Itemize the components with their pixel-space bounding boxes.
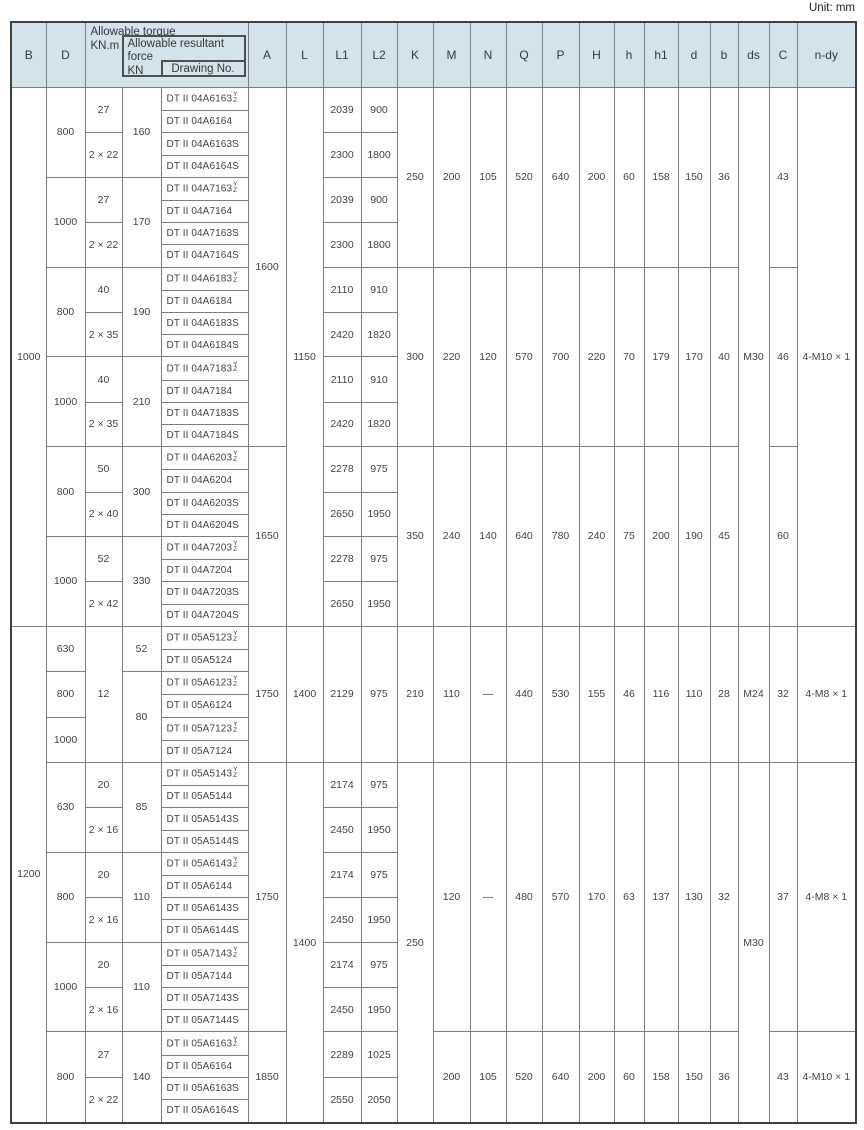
value-cell: 1820 <box>361 402 397 446</box>
value-cell: 2650 <box>323 582 361 626</box>
value-cell: 4-M10 × 1 <box>797 1032 856 1123</box>
col-header-Q: Q <box>506 22 542 88</box>
drawing-no-cell: DT II 05A6143S <box>161 898 248 920</box>
drawing-no-cell: DT II 04A6204S <box>161 514 248 536</box>
value-cell: 20 <box>85 942 122 987</box>
value-cell: 70 <box>614 267 644 447</box>
value-cell: 4-M8 × 1 <box>797 626 856 762</box>
value-cell: 40 <box>85 357 122 402</box>
drawing-no-cell: DT II 04A6203 Y Z <box>161 447 248 470</box>
drawing-no-cell: DT II 04A7163S <box>161 223 248 245</box>
value-cell: 20 <box>85 852 122 897</box>
value-cell: 250 <box>397 88 433 268</box>
drawing-no-cell: DT II 05A6124 <box>161 695 248 717</box>
drawing-no-cell: DT II 04A7184 <box>161 380 248 402</box>
value-cell: 179 <box>644 267 678 447</box>
value-cell: 75 <box>614 447 644 627</box>
value-cell: 1950 <box>361 582 397 626</box>
value-cell: 2278 <box>323 536 361 581</box>
force-label-line2: force <box>127 51 154 63</box>
value-cell: 570 <box>542 763 579 1032</box>
drawing-no-cell: DT II 04A6164S <box>161 155 248 177</box>
value-cell: 2 × 22 <box>85 223 122 267</box>
drawing-no-cell: DT II 05A5144 <box>161 786 248 808</box>
value-cell: 36 <box>710 1032 738 1123</box>
col-header-b: b <box>710 22 738 88</box>
value-cell: 2110 <box>323 357 361 402</box>
col-header-C: C <box>769 22 797 88</box>
value-cell: 60 <box>614 88 644 268</box>
yz-suffix: Y Z <box>233 360 238 374</box>
value-cell: 800 <box>46 88 85 178</box>
value-cell: 52 <box>122 626 161 671</box>
col-header-torque-group <box>85 22 248 88</box>
value-cell: 28 <box>710 626 738 762</box>
value-cell: — <box>470 763 506 1032</box>
drawing-no-cell: DT II 05A6144S <box>161 920 248 942</box>
drawing-no-cell: DT II 05A7144S <box>161 1010 248 1032</box>
value-cell: 2 × 35 <box>85 313 122 357</box>
value-cell: 900 <box>361 88 397 133</box>
value-cell: 1000 <box>46 536 85 626</box>
value-cell: 137 <box>644 763 678 1032</box>
drawing-no-cell: DT II 05A6143 Y Z <box>161 852 248 875</box>
value-cell: 20 <box>85 763 122 808</box>
value-cell: 975 <box>361 447 397 492</box>
value-cell: 300 <box>122 447 161 537</box>
value-cell: 110 <box>122 852 161 942</box>
value-cell: 1950 <box>361 988 397 1032</box>
drawing-no-cell: DT II 05A7144 <box>161 965 248 987</box>
table-body <box>11 88 856 1124</box>
value-cell: 520 <box>506 88 542 268</box>
value-cell: 116 <box>644 626 678 762</box>
value-cell: 2450 <box>323 898 361 942</box>
force-unit-label: KN <box>127 65 144 77</box>
value-cell: 975 <box>361 763 397 808</box>
value-cell: 800 <box>46 672 85 717</box>
value-cell: 2 × 35 <box>85 402 122 446</box>
yz-suffix: Y Z <box>233 181 238 194</box>
value-cell: 130 <box>678 763 710 1032</box>
value-cell: 2174 <box>323 852 361 897</box>
drawing-no-cell: DT II 04A7183 Y Z <box>161 357 248 380</box>
value-cell: 63 <box>614 763 644 1032</box>
col-header-L: L <box>286 22 323 88</box>
value-cell: 210 <box>122 357 161 447</box>
value-cell: 910 <box>361 357 397 402</box>
value-cell: 570 <box>506 267 542 447</box>
drawing-no-cell: DT II 04A7184S <box>161 424 248 446</box>
value-cell: 1950 <box>361 898 397 942</box>
value-cell: 440 <box>506 626 542 762</box>
col-header-K: K <box>397 22 433 88</box>
value-cell: 2450 <box>323 988 361 1032</box>
drawing-no-cell: DT II 04A7164 <box>161 201 248 223</box>
drawing-no-cell: DT II 04A6163S <box>161 133 248 155</box>
value-cell: 330 <box>122 536 161 626</box>
value-cell: 155 <box>579 626 614 762</box>
value-cell: 1000 <box>46 717 85 762</box>
value-cell: 1000 <box>11 88 46 627</box>
value-cell: M30 <box>738 763 769 1124</box>
value-cell: 200 <box>644 447 678 627</box>
drawing-no-cell: DT II 05A6123 Y Z <box>161 672 248 695</box>
col-header-L1: L1 <box>323 22 361 88</box>
drawing-no-cell: DT II 05A6144 <box>161 876 248 898</box>
value-cell: 120 <box>470 267 506 447</box>
value-cell: 2278 <box>323 447 361 492</box>
value-cell: 60 <box>614 1032 644 1123</box>
value-cell: 27 <box>85 177 122 222</box>
yz-suffix: Y Z <box>233 1035 238 1049</box>
col-header-D: D <box>46 22 85 88</box>
value-cell: 150 <box>678 1032 710 1123</box>
value-cell: 140 <box>470 447 506 627</box>
value-cell: 40 <box>85 267 122 312</box>
value-cell: 170 <box>678 267 710 447</box>
value-cell: 105 <box>470 1032 506 1123</box>
value-cell: 800 <box>46 447 85 537</box>
value-cell: 1950 <box>361 492 397 536</box>
value-cell: 975 <box>361 626 397 762</box>
col-header-d: d <box>678 22 710 88</box>
value-cell: 110 <box>678 626 710 762</box>
drawing-no-cell: DT II 04A6183 Y Z <box>161 267 248 290</box>
drawing-no-cell: DT II 05A6163 Y Z <box>161 1032 248 1055</box>
value-cell: 27 <box>85 88 122 133</box>
value-cell: 210 <box>397 626 433 762</box>
value-cell: 150 <box>678 88 710 268</box>
yz-suffix: Y Z <box>233 540 238 554</box>
value-cell: 2650 <box>323 492 361 536</box>
value-cell: 60 <box>769 447 797 627</box>
yz-suffix: Y Z <box>233 270 238 284</box>
value-cell: 140 <box>122 1032 161 1123</box>
value-cell: 2 × 16 <box>85 988 122 1032</box>
value-cell: 1400 <box>286 763 323 1124</box>
value-cell: 2420 <box>323 313 361 357</box>
value-cell: 1600 <box>248 88 286 447</box>
value-cell: 2 × 42 <box>85 582 122 626</box>
value-cell: 2039 <box>323 177 361 222</box>
value-cell: 2174 <box>323 942 361 987</box>
force-label-line1: Allowable resultant <box>127 38 225 50</box>
value-cell: 240 <box>433 447 470 627</box>
value-cell: 520 <box>506 1032 542 1123</box>
col-header-h1: h1 <box>644 22 678 88</box>
drawing-no-cell: DT II 04A7204 <box>161 560 248 582</box>
yz-suffix: Y Z <box>233 766 238 780</box>
value-cell: 2 × 22 <box>85 1077 122 1123</box>
col-header-P: P <box>542 22 579 88</box>
table-row <box>11 626 856 649</box>
value-cell: 2129 <box>323 626 361 762</box>
col-header-B: B <box>11 22 46 88</box>
value-cell: M24 <box>738 626 769 762</box>
drawing-no-cell: DT II 04A7183S <box>161 402 248 424</box>
yz-suffix: Y Z <box>233 675 238 689</box>
value-cell: 12 <box>85 626 122 762</box>
col-header-h: h <box>614 22 644 88</box>
value-cell: 36 <box>710 88 738 268</box>
value-cell: 640 <box>506 447 542 627</box>
value-cell: 975 <box>361 852 397 897</box>
value-cell: 1400 <box>286 626 323 762</box>
value-cell: 1820 <box>361 313 397 357</box>
value-cell: 1950 <box>361 808 397 852</box>
value-cell: 52 <box>85 536 122 581</box>
value-cell: 110 <box>122 942 161 1032</box>
yz-suffix: Y Z <box>233 945 238 959</box>
value-cell: 2450 <box>323 808 361 852</box>
value-cell: 190 <box>678 447 710 627</box>
drawing-no-cell: DT II 04A7204S <box>161 604 248 626</box>
value-cell: 80 <box>122 672 161 763</box>
value-cell: 1150 <box>286 88 323 627</box>
value-cell: 1650 <box>248 447 286 627</box>
value-cell: 800 <box>46 1032 85 1123</box>
drawing-no-cell: DT II 04A6184S <box>161 335 248 357</box>
table-row <box>11 1032 856 1055</box>
value-cell: 200 <box>433 1032 470 1123</box>
drawing-no-cell: DT II 05A6163S <box>161 1077 248 1099</box>
col-header-A: A <box>248 22 286 88</box>
drawing-no-cell: DT II 05A6164 <box>161 1055 248 1077</box>
value-cell: 640 <box>542 88 579 268</box>
value-cell: 1000 <box>46 177 85 267</box>
value-cell: 2110 <box>323 267 361 312</box>
col-header-n-dy: n-dy <box>797 22 856 88</box>
value-cell: 350 <box>397 447 433 627</box>
value-cell: 1200 <box>11 626 46 1123</box>
value-cell: 45 <box>710 447 738 627</box>
drawing-no-cell: DT II 04A6204 <box>161 470 248 492</box>
value-cell: 105 <box>470 88 506 268</box>
drawing-no-cell: DT II 04A7163 Y Z <box>161 177 248 200</box>
value-cell: 2300 <box>323 133 361 177</box>
drawing-no-cell: DT II 05A7123 Y Z <box>161 717 248 740</box>
drawing-no-cell: DT II 05A7143 Y Z <box>161 942 248 965</box>
value-cell: 630 <box>46 626 85 671</box>
col-header-L2: L2 <box>361 22 397 88</box>
value-cell: 220 <box>433 267 470 447</box>
value-cell: 2 × 16 <box>85 898 122 942</box>
table-row <box>11 88 856 111</box>
col-header-ds: ds <box>738 22 769 88</box>
value-cell: 46 <box>769 267 797 447</box>
value-cell: 2039 <box>323 88 361 133</box>
value-cell: 190 <box>122 267 161 357</box>
value-cell: 240 <box>579 447 614 627</box>
value-cell: 2289 <box>323 1032 361 1077</box>
value-cell: 2174 <box>323 763 361 808</box>
value-cell: 158 <box>644 1032 678 1123</box>
value-cell: 700 <box>542 267 579 447</box>
drawing-no-cell: DT II 05A5124 <box>161 649 248 671</box>
value-cell: 480 <box>506 763 542 1032</box>
torque-unit-label: KN.m <box>90 40 120 52</box>
value-cell: 170 <box>122 177 161 267</box>
value-cell: 200 <box>579 88 614 268</box>
value-cell: 85 <box>122 763 161 853</box>
drawing-no-cell: DT II 04A7203S <box>161 582 248 604</box>
value-cell: 975 <box>361 536 397 581</box>
yz-suffix: Y Z <box>233 450 238 464</box>
value-cell: 200 <box>579 1032 614 1123</box>
drawing-no-cell: DT II 04A6163 Y Z <box>161 88 248 111</box>
drawing-no-cell: DT II 05A5144S <box>161 830 248 852</box>
drawing-no-cell: DT II 05A5123 Y Z <box>161 626 248 649</box>
value-cell: 2 × 16 <box>85 808 122 852</box>
value-cell: 1000 <box>46 942 85 1032</box>
value-cell: 220 <box>579 267 614 447</box>
table-row <box>11 447 856 470</box>
value-cell: 1800 <box>361 223 397 267</box>
value-cell: 910 <box>361 267 397 312</box>
value-cell: 1750 <box>248 763 286 1032</box>
col-header-M: M <box>433 22 470 88</box>
value-cell: 1000 <box>46 357 85 447</box>
drawing-no-header: Drawing No. <box>161 60 246 77</box>
col-header-H: H <box>579 22 614 88</box>
value-cell: 170 <box>579 763 614 1032</box>
yz-suffix: Y Z <box>233 91 238 105</box>
value-cell: 800 <box>46 267 85 357</box>
value-cell: 630 <box>46 763 85 853</box>
value-cell: 975 <box>361 942 397 987</box>
value-cell: 160 <box>122 88 161 178</box>
value-cell: 46 <box>614 626 644 762</box>
yz-suffix: Y Z <box>233 720 238 734</box>
value-cell: 250 <box>397 763 433 1124</box>
value-cell: 120 <box>433 763 470 1032</box>
value-cell: 1750 <box>248 626 286 762</box>
value-cell: 158 <box>644 88 678 268</box>
drawing-no-cell: DT II 04A6203S <box>161 492 248 514</box>
yz-suffix: Y Z <box>233 856 238 869</box>
unit-label: Unit: mm <box>809 2 855 14</box>
value-cell: 2050 <box>361 1077 397 1123</box>
value-cell: 50 <box>85 447 122 492</box>
col-header-N: N <box>470 22 506 88</box>
drawing-no-cell: DT II 04A6183S <box>161 313 248 335</box>
yz-suffix: Y Z <box>233 630 238 643</box>
value-cell: 900 <box>361 177 397 222</box>
drawing-no-cell: DT II 04A7203 Y Z <box>161 536 248 559</box>
value-cell: M30 <box>738 88 769 627</box>
drawing-no-cell: DT II 05A7124 <box>161 740 248 762</box>
drawing-no-cell: DT II 04A6184 <box>161 290 248 312</box>
value-cell: — <box>470 626 506 762</box>
value-cell: 4-M8 × 1 <box>797 763 856 1032</box>
value-cell: 4-M10 × 1 <box>797 88 856 627</box>
value-cell: 40 <box>710 267 738 447</box>
drawing-no-cell: DT II 05A7143S <box>161 988 248 1010</box>
drawing-no-cell: DT II 04A7164S <box>161 245 248 267</box>
drawing-no-cell: DT II 05A5143S <box>161 808 248 830</box>
value-cell: 37 <box>769 763 797 1032</box>
value-cell: 1800 <box>361 133 397 177</box>
drawing-no-cell: DT II 04A6164 <box>161 111 248 133</box>
value-cell: 27 <box>85 1032 122 1077</box>
value-cell: 640 <box>542 1032 579 1123</box>
value-cell: 2420 <box>323 402 361 446</box>
value-cell: 43 <box>769 88 797 268</box>
value-cell: 1025 <box>361 1032 397 1077</box>
value-cell: 43 <box>769 1032 797 1123</box>
value-cell: 2 × 22 <box>85 133 122 177</box>
value-cell: 110 <box>433 626 470 762</box>
spec-table <box>10 21 857 1124</box>
table-row <box>11 267 856 290</box>
value-cell: 2300 <box>323 223 361 267</box>
value-cell: 32 <box>769 626 797 762</box>
value-cell: 200 <box>433 88 470 268</box>
value-cell: 2550 <box>323 1077 361 1123</box>
value-cell: 2 × 40 <box>85 492 122 536</box>
drawing-no-cell: DT II 05A5143 Y Z <box>161 763 248 786</box>
table-row <box>11 763 856 786</box>
value-cell: 800 <box>46 852 85 942</box>
value-cell: 300 <box>397 267 433 447</box>
value-cell: 530 <box>542 626 579 762</box>
drawing-no-cell: DT II 05A6164S <box>161 1099 248 1123</box>
value-cell: 1850 <box>248 1032 286 1123</box>
header-row <box>11 22 856 88</box>
value-cell: 780 <box>542 447 579 627</box>
value-cell: 32 <box>710 763 738 1032</box>
allowable-torque-label: Allowable torque <box>90 26 176 38</box>
